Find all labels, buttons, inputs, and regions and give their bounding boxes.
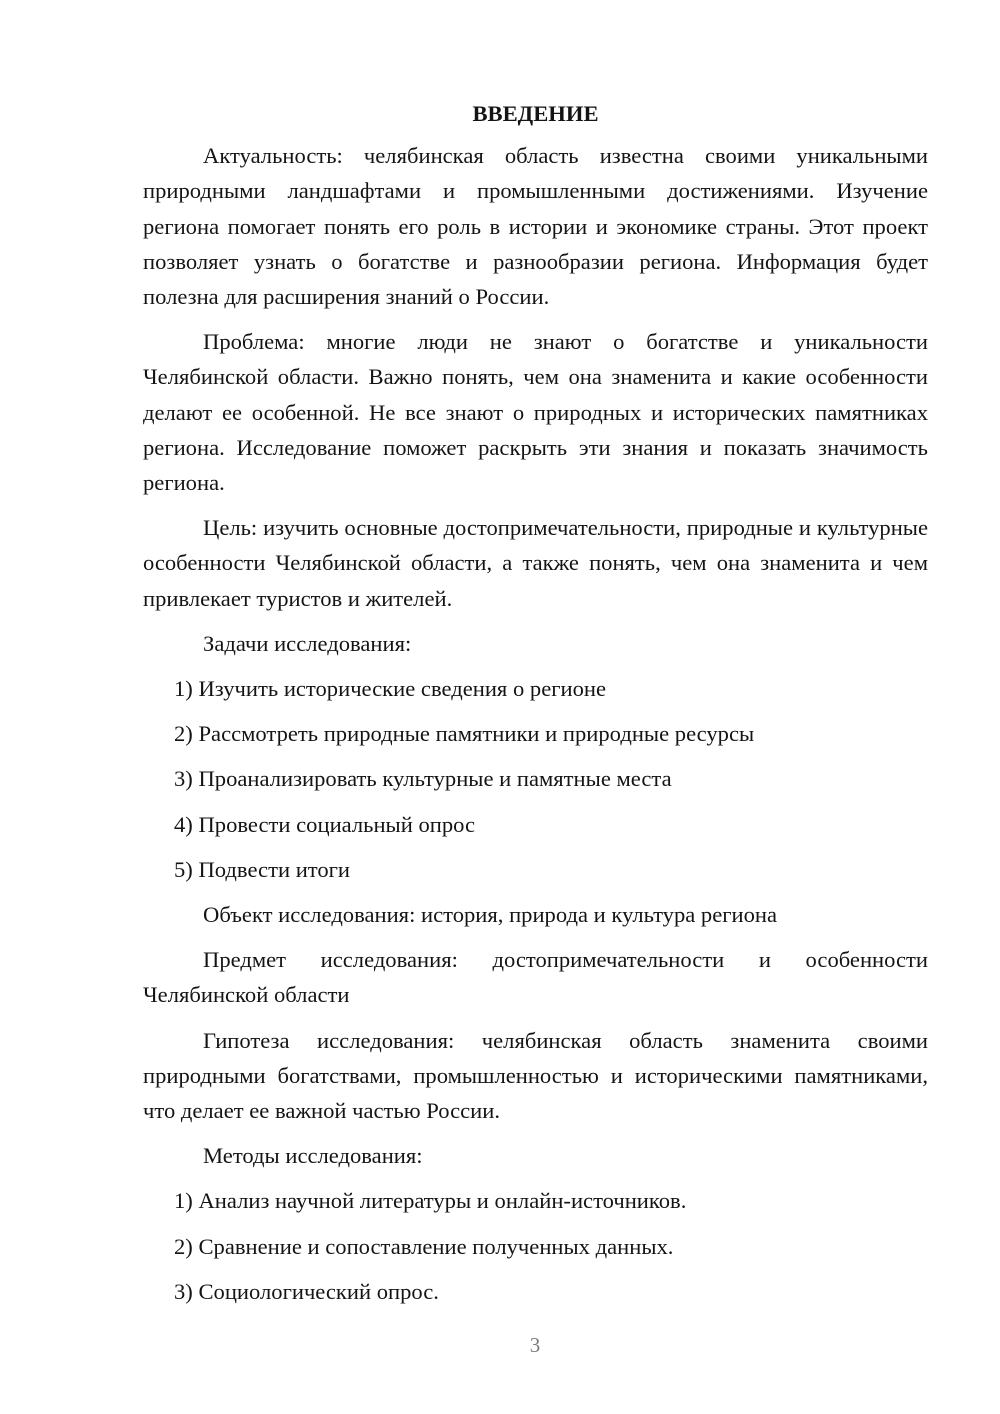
problem-paragraph: Проблема: многие люди не знают о богатстве и уникальности Челябинской области. Важно понять, чем она знаменита и какие особенности делают ее особенной. Не все знают о природных и исторических памятниках региона. Исследование поможет раскрыть эти знания и показать значимость региона. — [143, 329, 928, 496]
hypothesis-paragraph: Гипотеза исследования: челябинская область знаменита своими природными богатствами, промышленностью и историческими памятниками, что делает ее важной частью России. — [143, 1027, 928, 1124]
methods-list — [143, 1183, 928, 1309]
methods-label: Методы исследования: — [203, 1143, 423, 1169]
subject-paragraph: Предмет исследования: достопримечательности и особенности Челябинской области — [143, 947, 928, 1008]
page-title: ВВЕДЕНИЕ — [472, 101, 599, 126]
list-item: 4) Провести социальный опрос — [174, 811, 476, 837]
list-item: 5) Подвести итоги — [174, 856, 351, 882]
list-item: 2) Сравнение и сопоставление полученных данных. — [174, 1233, 674, 1259]
list-item: 1) Анализ научной литературы и онлайн-источников. — [174, 1188, 687, 1214]
tasks-label: Задачи исследования: — [203, 630, 412, 656]
tasks-list — [143, 671, 928, 887]
page-number: 3 — [529, 1333, 541, 1357]
relevance-paragraph: Актуальность: челябинская область известна своими уникальными природными ландшафтами и промышленными достижениями. Изучение региона помогает понять его роль в истории и экономике страны. Этот проект позволяет узнать о богатстве и разнообразии региона. Информация будет полезна для расширения знаний о России. — [143, 143, 928, 310]
page-content — [143, 96, 928, 1319]
list-item: 2) Рассмотреть природные памятники и природные ресурсы — [174, 721, 755, 747]
list-item: 1) Изучить исторические сведения о регионе — [174, 676, 607, 702]
goal-paragraph: Цель: изучить основные достопримечательности, природные и культурные особенности Челябинской области, а также понять, чем она знаменита и чем привлекает туристов и жителей. — [143, 515, 928, 611]
list-item: 3) Социологический опрос. — [174, 1278, 439, 1304]
list-item: 3) Проанализировать культурные и памятные места — [174, 766, 672, 792]
object-paragraph: Объект исследования: история, природа и культура региона — [203, 902, 778, 928]
